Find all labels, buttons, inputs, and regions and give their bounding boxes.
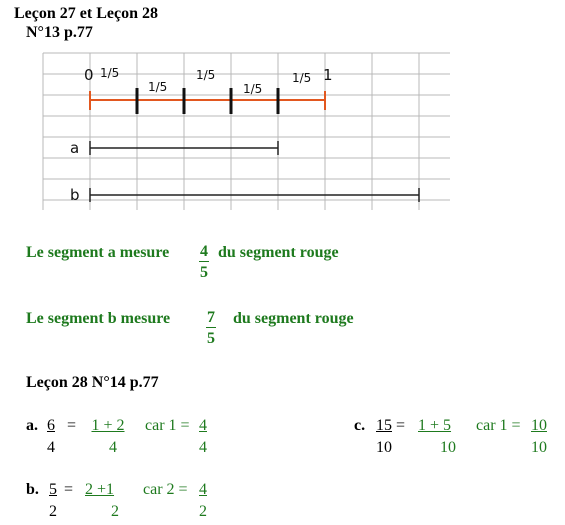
exercise-c-car-text: car 1 = <box>476 417 521 434</box>
segment-b-label: b <box>70 186 80 204</box>
exercise-a-sum <box>87 417 129 457</box>
answer-b-fraction <box>206 310 216 347</box>
exercise-b-car-fraction <box>199 481 207 521</box>
exercise-a-denominator: 4 <box>47 439 55 456</box>
exercise-b-equals: = <box>64 481 74 498</box>
exercise-c-fraction <box>376 417 392 457</box>
segment-a-label: a <box>70 139 80 157</box>
fifth-label-1: 1/5 <box>100 66 120 80</box>
answer-b-numerator: 7 <box>207 309 215 326</box>
exercise-c-car-fraction <box>531 417 547 457</box>
answer-b-denominator: 5 <box>207 330 215 347</box>
answer-a-fraction <box>199 244 209 281</box>
zero-label: 0 <box>84 66 94 84</box>
exercise-c-numerator: 15 <box>376 417 392 434</box>
exercise-a-numerator: 6 <box>47 417 55 434</box>
exercise-reference: N°13 p.77 <box>26 24 93 41</box>
exercise-b-car-numerator: 4 <box>199 481 207 498</box>
exercise-b-label: b. <box>26 481 39 498</box>
exercise-a-car-numerator: 4 <box>199 417 207 434</box>
exercise-c-equals: = <box>396 417 406 434</box>
exercise-b-sum-numerator-text: 2 +1 <box>85 481 115 498</box>
exercise-b-numerator: 5 <box>49 481 57 498</box>
exercise-a-equals: = <box>67 417 77 434</box>
section-title: Leçon 28 N°14 p.77 <box>26 374 159 391</box>
fifth-label-4: 1/5 <box>243 82 263 96</box>
exercise-c-sum-denominator: 10 <box>440 439 456 456</box>
exercise-a-car-denominator: 4 <box>199 439 207 456</box>
answer-a-numerator: 4 <box>200 243 208 260</box>
exercise-a-sum-numerator-text: 1 + 2 <box>91 417 125 434</box>
fifth-label-5: 1/5 <box>292 71 312 85</box>
exercise-c-label: c. <box>354 417 366 434</box>
exercise-c-sum-numerator <box>418 417 456 435</box>
answer-a-prefix: Le segment a mesure <box>26 244 170 261</box>
exercise-a-sum-numerator <box>87 417 129 435</box>
exercise-a-car-text: car 1 = <box>145 417 190 434</box>
fifth-label-2: 1/5 <box>148 80 168 94</box>
fraction-grid-figure <box>0 0 565 225</box>
exercise-a-label: a. <box>26 417 38 434</box>
exercise-b-sum-numerator <box>85 481 119 499</box>
exercise-b-denominator: 2 <box>49 503 57 520</box>
exercise-b-sum-denominator: 2 <box>111 503 119 520</box>
exercise-a-sum-denominator: 4 <box>109 439 117 456</box>
exercise-c-car-numerator: 10 <box>531 417 547 434</box>
exercise-c-car-denominator: 10 <box>531 439 547 456</box>
exercise-c-sum-numerator-text: 1 + 5 <box>418 417 452 434</box>
answer-a-suffix: du segment rouge <box>218 244 339 261</box>
fifth-label-3: 1/5 <box>196 68 216 82</box>
exercise-a-fraction <box>47 417 55 457</box>
exercise-c-denominator: 10 <box>376 439 392 456</box>
exercise-c-sum <box>418 417 456 457</box>
answer-b-suffix: du segment rouge <box>233 310 354 327</box>
exercise-a-car-fraction <box>199 417 207 457</box>
one-label: 1 <box>323 66 333 84</box>
lesson-title: Leçon 27 et Leçon 28 <box>14 5 158 22</box>
exercise-b-sum <box>85 481 119 521</box>
exercise-b-car-denominator: 2 <box>199 503 207 520</box>
exercise-b-car-text: car 2 = <box>143 481 188 498</box>
answer-b-prefix: Le segment b mesure <box>26 310 171 327</box>
answer-a-denominator: 5 <box>200 264 208 281</box>
exercise-b-fraction <box>49 481 57 521</box>
